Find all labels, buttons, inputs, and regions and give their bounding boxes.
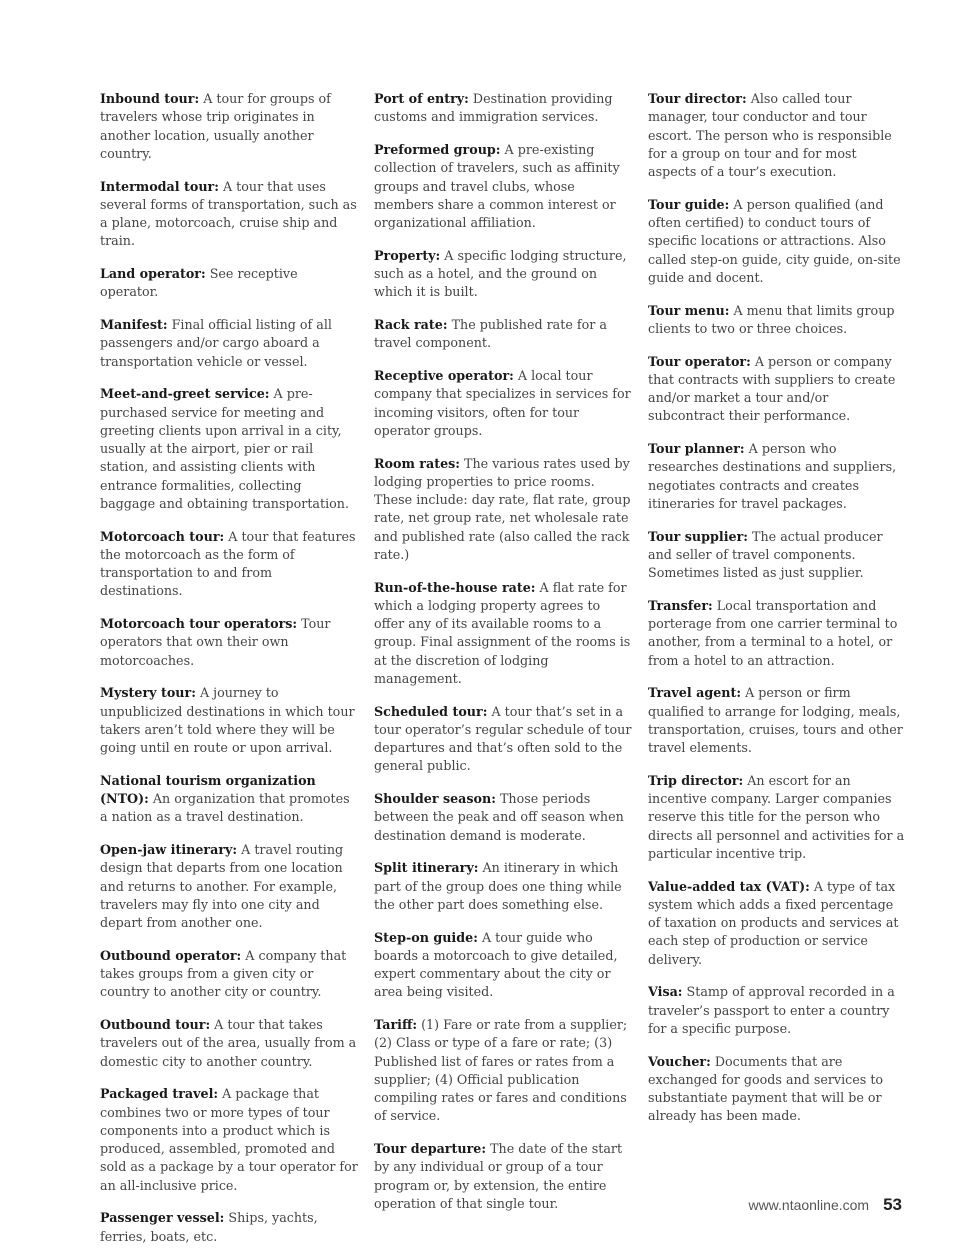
glossary-entry xyxy=(374,455,632,565)
glossary-term: Motorcoach tour: xyxy=(100,528,225,544)
glossary-term: Port of entry: xyxy=(374,91,469,106)
glossary-definition: Local transportation and porterage from one carrier terminal to another, from a terminal to a hotel, or from a hotel to an attraction. xyxy=(648,597,898,668)
glossary-definition: A person qualified (and often certified) to conduct tours of specific locations or attractions. Also called step-on guide, city guide, on-site guide and docent. xyxy=(648,196,901,285)
glossary-column-2 xyxy=(374,90,632,1228)
glossary-term: Voucher: xyxy=(648,1053,711,1069)
glossary-definition: An organization that promotes a nation as a travel destination. xyxy=(100,791,350,825)
glossary-entry xyxy=(100,1085,358,1195)
glossary-definition: A menu that limits group clients to two or three choices. xyxy=(648,302,895,336)
glossary-term: Land operator: xyxy=(100,266,206,281)
glossary-entry xyxy=(374,1016,632,1126)
glossary-entry xyxy=(648,528,906,583)
glossary-definition: Stamp of approval recorded in a traveler’s passport to enter a country for a specific purpose. xyxy=(648,984,895,1036)
glossary-term: Trip director: xyxy=(648,772,744,788)
glossary-definition: A tour that features the motorcoach as the form of transportation to and from destinations. xyxy=(100,528,356,599)
glossary-definition: A journey to unpublicized destinations in which tour takers aren’t told where they will be going until en route or upon arrival. xyxy=(100,685,355,755)
glossary-entry xyxy=(100,615,358,670)
glossary-definition: Destination providing customs and immigration services. xyxy=(374,91,613,125)
glossary-term: Split itinerary: xyxy=(374,860,479,876)
glossary-entry xyxy=(648,684,906,757)
glossary-term: Tariff: xyxy=(374,1017,418,1032)
glossary-entry xyxy=(100,316,358,371)
glossary-entry xyxy=(100,1016,358,1071)
glossary-term: Room rates: xyxy=(374,455,460,471)
glossary-term: Run-of-the-house rate: xyxy=(374,579,536,595)
glossary-definition: Documents that are exchanged for goods and services to substantiate payment that will be or already has been made. xyxy=(648,1053,884,1124)
glossary-entry xyxy=(374,579,632,689)
glossary-entry xyxy=(374,316,632,353)
glossary-term: Meet-and-greet service: xyxy=(100,386,270,402)
glossary-definition: A company that takes groups from a given city or country to another city or country. xyxy=(100,947,347,1000)
glossary-term: Tour director: xyxy=(648,91,747,106)
glossary-definition: A pre-existing collection of travelers, such as affinity groups and travel clubs, whose members share a common interest or organizational affiliation. xyxy=(374,142,620,230)
glossary-term: Inbound tour: xyxy=(100,91,200,106)
glossary-entry xyxy=(100,528,358,601)
glossary-definition: The actual producer and seller of travel components. Sometimes listed as just supplier. xyxy=(648,528,883,580)
glossary-definition: A package that combines two or more types of tour components into a product which is produced, assembled, promoted and sold as a package by a tour operator for an all-inclusive price. xyxy=(100,1086,358,1193)
glossary-entry xyxy=(648,440,906,513)
glossary-definition: A flat rate for which a lodging property agrees to offer any of its available rooms to a group. Final assignment of the rooms is at the discretion of lodging management. xyxy=(374,579,631,686)
glossary-term: Mystery tour: xyxy=(100,685,196,701)
glossary-term: Tour departure: xyxy=(374,1141,487,1156)
glossary-term: Tour operator: xyxy=(648,353,751,369)
glossary-entry xyxy=(374,141,632,232)
glossary-definition: A tour that takes travelers out of the area, usually from a domestic city to another country. xyxy=(100,1017,357,1069)
glossary-entry xyxy=(100,947,358,1002)
glossary-term: Rack rate: xyxy=(374,317,448,332)
glossary-definition: The various rates used by lodging properties to price rooms. These include: day rate, flat rate, group rate, net group rate, net wholesale rate and published rate (also called the rack rate.) xyxy=(374,455,631,562)
glossary-entry xyxy=(374,367,632,440)
glossary-definition: A person who researches destinations and suppliers, negotiates contracts and creates itineraries for travel packages. xyxy=(648,441,897,511)
glossary-term: Outbound operator: xyxy=(100,947,242,963)
glossary-definition: A local tour company that specializes in services for incoming visitors, often for tour operator groups. xyxy=(374,368,631,438)
glossary-definition: Ships, yachts, ferries, boats, etc. xyxy=(100,1210,318,1244)
glossary-entry xyxy=(648,983,906,1038)
page-number: 53 xyxy=(883,1195,902,1214)
glossary-entry xyxy=(100,841,358,932)
glossary-entry xyxy=(100,1209,358,1246)
glossary-term: Open-jaw itinerary: xyxy=(100,842,238,857)
glossary-term: Packaged travel: xyxy=(100,1086,219,1102)
glossary-definition: Tour operators that own their own motorcoaches. xyxy=(100,616,331,668)
glossary-term: Tour planner: xyxy=(648,441,745,456)
glossary-column-3 xyxy=(648,90,906,1140)
glossary-term: Preformed group: xyxy=(374,142,501,157)
glossary-term: Transfer: xyxy=(648,597,713,613)
glossary-term: National tourism organization (NTO): xyxy=(100,772,316,806)
glossary-term: Shoulder season: xyxy=(374,791,496,806)
glossary-entry xyxy=(374,90,632,127)
glossary-term: Receptive operator: xyxy=(374,368,514,383)
glossary-definition: A travel routing design that departs from one location and returns to another. For example, travelers may fly into one city and depart from another one. xyxy=(100,842,344,930)
glossary-entry xyxy=(374,247,632,302)
glossary-definition: An escort for an incentive company. Larger companies reserve this title for the person who directs all personnel and activities for a particular incentive trip. xyxy=(648,772,905,861)
glossary-entry xyxy=(374,859,632,914)
footer-url: www.ntaonline.com xyxy=(748,1197,870,1213)
glossary-definition: See receptive operator. xyxy=(100,266,298,300)
glossary-definition: A tour that uses several forms of transportation, such as a plane, motorcoach, cruise ship and train. xyxy=(100,178,357,249)
glossary-entry xyxy=(648,353,906,426)
glossary-entry xyxy=(100,385,358,513)
glossary-term: Step-on guide: xyxy=(374,929,478,945)
glossary-term: Value-added tax (VAT): xyxy=(648,878,810,894)
glossary-entry xyxy=(648,196,906,287)
glossary-entry xyxy=(100,772,358,827)
glossary-definition: An itinerary in which part of the group does one thing while the other part does something else. xyxy=(374,860,622,912)
glossary-definition: A person or firm qualified to arrange for lodging, meals, transportation, cruises, tours and other travel elements. xyxy=(648,685,903,755)
glossary-definition: A tour that’s set in a tour operator’s regular schedule of tour departures and that’s often sold to the general public. xyxy=(374,703,632,774)
glossary-term: Intermodal tour: xyxy=(100,178,219,194)
glossary-entry xyxy=(648,597,906,670)
glossary-definition: The date of the start by any individual or group of a tour program or, by extension, the entire operation of that single tour. xyxy=(374,1141,623,1211)
glossary-entry xyxy=(100,178,358,251)
glossary-definition: A tour guide who boards a motorcoach to give detailed, expert commentary about the city or area being visited. xyxy=(374,929,618,1000)
glossary-definition: A specific lodging structure, such as a hotel, and the ground on which it is built. xyxy=(374,247,627,300)
glossary-entry xyxy=(374,703,632,776)
glossary-definition: A tour for groups of travelers whose trip originates in another location, usually another country. xyxy=(100,91,331,161)
glossary-definition: Also called tour manager, tour conductor and tour escort. The person who is responsible for a group on tour and for most aspects of a tour’s execution. xyxy=(648,91,892,179)
glossary-term: Passenger vessel: xyxy=(100,1210,225,1226)
glossary-definition: Final official listing of all passengers and/or cargo aboard a transportation vehicle or vessel. xyxy=(100,317,332,369)
glossary-entry xyxy=(374,790,632,845)
glossary-definition: The published rate for a travel component. xyxy=(374,317,607,351)
glossary-term: Tour menu: xyxy=(648,302,730,318)
glossary-entry xyxy=(648,878,906,969)
glossary-term: Travel agent: xyxy=(648,685,742,701)
glossary-definition: A type of tax system which adds a fixed percentage of taxation on products and services at each step of production or service delivery. xyxy=(648,878,899,967)
glossary-definition: A person or company that contracts with suppliers to create and/or market a tour and/or subcontract their performance. xyxy=(648,353,896,424)
glossary-entry xyxy=(648,772,906,863)
glossary-entry xyxy=(374,1140,632,1213)
glossary-entry xyxy=(374,929,632,1002)
glossary-entry xyxy=(648,302,906,339)
glossary-definition: (1) Fare or rate from a supplier; (2) Class or type of a fare or rate; (3) Published list of fares or rates from a supplier; (4) Official publication compiling rates or fares and conditions of service. xyxy=(374,1017,628,1124)
glossary-entry xyxy=(100,684,358,757)
glossary-entry xyxy=(100,90,358,163)
glossary-term: Outbound tour: xyxy=(100,1017,211,1032)
glossary-term: Scheduled tour: xyxy=(374,703,488,719)
glossary-term: Visa: xyxy=(648,984,683,1000)
glossary-term: Property: xyxy=(374,247,441,263)
glossary-entry xyxy=(648,90,906,181)
glossary-term: Tour guide: xyxy=(648,196,730,212)
glossary-entry xyxy=(100,265,358,302)
glossary-entry xyxy=(648,1053,906,1126)
glossary-term: Tour supplier: xyxy=(648,528,748,544)
glossary-column-1 xyxy=(100,90,358,1260)
glossary-definition: A pre-purchased service for meeting and greeting clients upon arrival in a city, usually at the airport, pier or rail station, and assisting clients with entrance formalities, collecting baggage and obtaining transportation. xyxy=(100,386,349,511)
glossary-definition: Those periods between the peak and off season when destination demand is moderate. xyxy=(374,791,624,843)
page-footer xyxy=(748,1195,902,1215)
glossary-term: Motorcoach tour operators: xyxy=(100,616,298,631)
glossary-term: Manifest: xyxy=(100,317,168,332)
